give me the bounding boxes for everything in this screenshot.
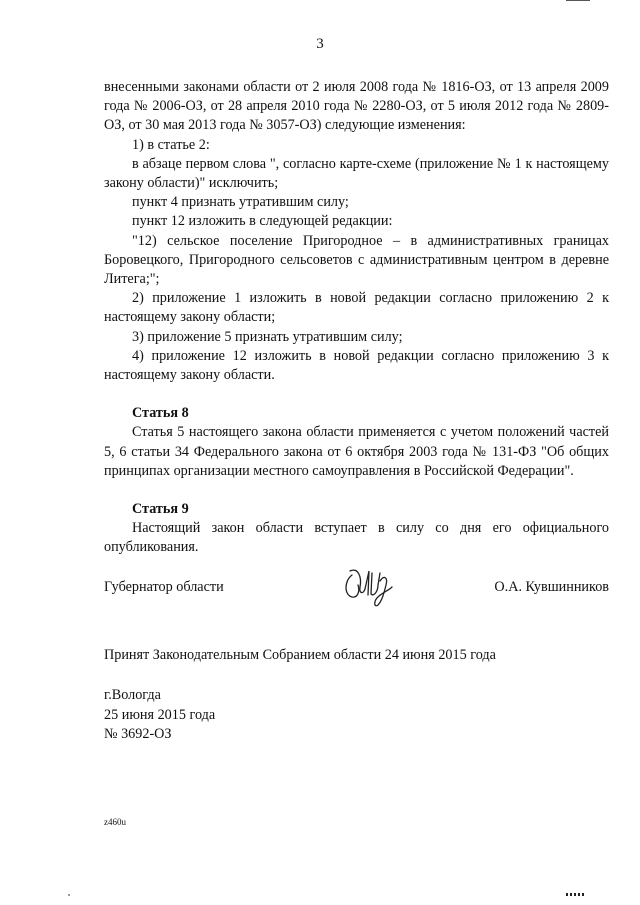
signature-block: [104, 577, 609, 617]
adoption-note: Принят Законодательным Собранием области 24 июня 2015 года: [104, 647, 496, 663]
list-item: 3) приложение 5 признать утратившим силу;: [132, 328, 403, 345]
list-item: 4) приложение 12 изложить в новой редакции согласно приложению 3 к настоящему закону области.: [104, 347, 609, 384]
intro-paragraph: внесенными законами области от 2 июля 2008 года № 1816-ОЗ, от 13 апреля 2009 года № 2006-ОЗ, от 28 апреля 2010 года № 2280-ОЗ, от 5 июля 2012 года № 2809-ОЗ, от 30 мая 2013 года № 3057-ОЗ) следующие изменения:: [104, 79, 609, 134]
list-item: 2) приложение 1 изложить в новой редакции согласно приложению 2 к настоящему закону области;: [104, 290, 609, 326]
list-item: "12) сельское поселение Пригородное – в административных границах Боровецкого, Пригородного сельсоветов с административным центром в деревне Литега;";: [104, 232, 609, 288]
list-item: пункт 12 изложить в следующей редакции:: [132, 213, 393, 230]
article-8-text: Статья 5 настоящего закона области применяется с учетом положений частей 5, 6 статьи 34 Федерального закона от 6 октября 2003 года № 131-ФЗ "Об общих принципах организации местного самоуправления в Российской Федерации".: [104, 424, 609, 479]
document-meta: [104, 686, 215, 745]
date: 25 июня 2015 года: [104, 706, 216, 723]
document-body: [104, 78, 609, 558]
signatory-role: Губернатор области: [104, 579, 224, 595]
scan-mark-bottom: [566, 893, 586, 896]
article-9-text: Настоящий закон области вступает в силу со дня его официального опубликования.: [104, 520, 609, 556]
scan-dot: [68, 894, 70, 896]
scan-mark: [566, 0, 590, 7]
handwritten-signature: [338, 561, 398, 616]
list-item: в абзаце первом слова ", согласно карте-схеме (приложение № 1 к настоящему закону области)" исключить;: [104, 155, 609, 192]
page-number: 3: [316, 36, 324, 52]
signatory-name: О.А. Кувшинников: [494, 579, 609, 595]
list-item: пункт 4 признать утратившим силу;: [132, 194, 349, 211]
article-9-title: Статья 9: [132, 501, 189, 518]
law-number: № 3692-ОЗ: [104, 726, 172, 742]
list-item: 1) в статье 2:: [132, 136, 210, 153]
document-code: z460u: [104, 817, 126, 827]
article-8-title: Статья 8: [132, 405, 189, 422]
place: г.Вологда: [104, 687, 161, 703]
